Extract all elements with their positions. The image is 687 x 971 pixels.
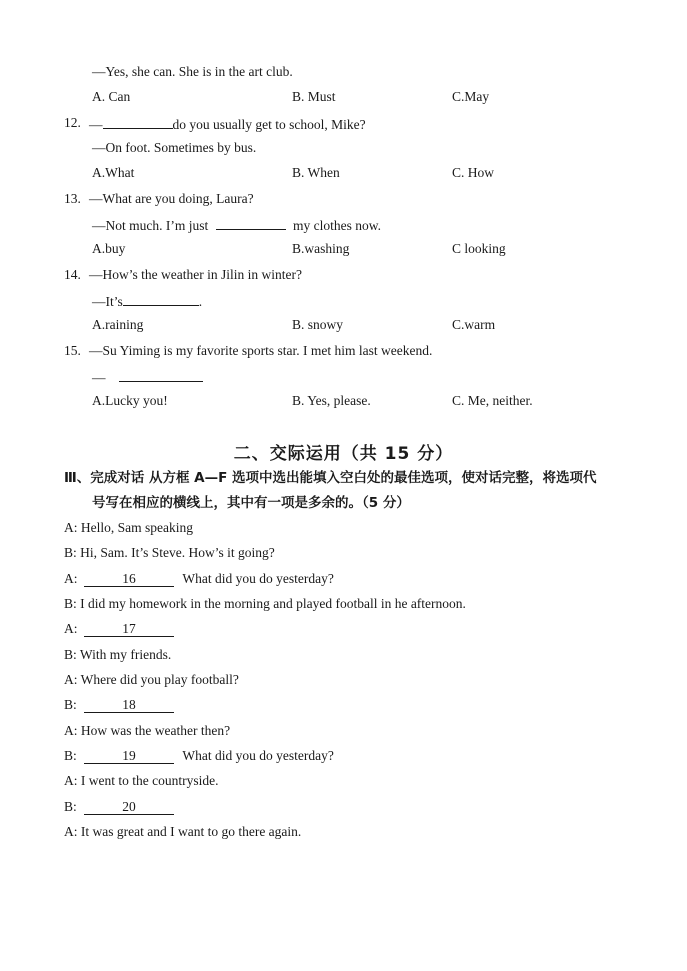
q11-option-b: B. Must — [292, 89, 336, 104]
q12-prompt-dash: — — [89, 117, 103, 132]
q12-prompt — [89, 114, 366, 134]
q13-number: 13. — [64, 191, 81, 206]
q14-answer-post: . — [198, 294, 203, 309]
dialog-speaker: B: — [64, 697, 77, 712]
q15-option-b: B. Yes, please. — [292, 393, 371, 408]
q15-answer-pre: — — [92, 370, 106, 385]
q13-option-c: C looking — [452, 241, 506, 256]
q15-answer-line — [92, 367, 203, 387]
dialog-blank-20[interactable]: 20 — [84, 800, 174, 815]
dialog-line-10 — [64, 747, 334, 765]
dialog-blank-16[interactable]: 16 — [84, 572, 174, 587]
q13-option-a: A.buy — [92, 241, 126, 256]
q15-option-c: C. Me, neither. — [452, 393, 533, 408]
dialog-line-9: A: How was the weather then? — [64, 723, 231, 738]
q12-option-b: B. When — [292, 165, 340, 180]
dialog-line-6: B: With my friends. — [64, 647, 172, 662]
q14-blank[interactable] — [123, 291, 199, 306]
q12-blank[interactable] — [103, 114, 173, 129]
q12-option-a: A.What — [92, 165, 135, 180]
dialog-line-4: B: I did my homework in the morning and played football in he afternoon. — [64, 596, 466, 611]
dialog-line-8 — [64, 696, 174, 714]
dialog-line-3 — [64, 570, 334, 588]
q15-option-a: A.Lucky you! — [92, 393, 168, 408]
q15-number: 15. — [64, 343, 81, 358]
q11-option-c: C.May — [452, 89, 490, 104]
dialog-line-12 — [64, 798, 174, 816]
q13-option-b: B.washing — [292, 241, 350, 256]
q14-option-c: C.warm — [452, 317, 496, 332]
dialog-speaker: A: — [64, 571, 78, 586]
q11-answer-line: —Yes, she can. She is in the art club. — [92, 64, 293, 79]
q14-prompt: —How’s the weather in Jilin in winter? — [89, 267, 302, 282]
dialog-blank-18[interactable]: 18 — [84, 698, 174, 713]
dialog-text: What did you do yesterday? — [182, 571, 334, 586]
section-title: 二、交际运用（共 15 分） — [233, 444, 454, 464]
dialog-blank-17[interactable]: 17 — [84, 622, 174, 637]
q13-prompt: —What are you doing, Laura? — [89, 191, 254, 206]
q15-blank[interactable] — [119, 367, 203, 382]
q14-number: 14. — [64, 267, 81, 282]
q13-answer-line — [92, 215, 381, 235]
dialog-line-7: A: Where did you play football? — [64, 672, 239, 687]
dialog-speaker: A: — [64, 621, 78, 636]
dialog-line-5 — [64, 620, 174, 638]
dialog-text: What did you do yesterday? — [182, 748, 334, 763]
section-instruction-line1: Ⅲ、完成对话 从方框 A—F 选项中选出能填入空白处的最佳选项，使对话完整，将选项代 — [64, 470, 597, 486]
q12-prompt-text: do you usually get to school, Mike? — [172, 117, 366, 132]
q13-blank[interactable] — [216, 215, 286, 230]
dialog-speaker: B: — [64, 748, 77, 763]
q14-answer-line — [92, 291, 202, 311]
q15-prompt: —Su Yiming is my favorite sports star. I met him last weekend. — [89, 343, 433, 358]
q13-answer-post: my clothes now. — [293, 218, 381, 233]
dialog-line-13: A: It was great and I want to go there again. — [64, 824, 302, 839]
dialog-line-11: A: I went to the countryside. — [64, 773, 219, 788]
q13-answer-pre: —Not much. I’m just — [92, 218, 209, 233]
section-instruction-line2: 号写在相应的横线上，其中有一项是多余的。（5 分） — [92, 495, 410, 511]
dialog-line-1: A: Hello, Sam speaking — [64, 520, 193, 535]
dialog-speaker: B: — [64, 799, 77, 814]
q14-option-b: B. snowy — [292, 317, 344, 332]
q12-option-c: C. How — [452, 165, 495, 180]
dialog-line-2: B: Hi, Sam. It’s Steve. How’s it going? — [64, 545, 275, 560]
q14-answer-pre: —It’s — [92, 294, 123, 309]
q11-option-a: A. Can — [92, 89, 131, 104]
q12-answer-line: —On foot. Sometimes by bus. — [92, 140, 257, 155]
dialog-blank-19[interactable]: 19 — [84, 749, 174, 764]
q14-option-a: A.raining — [92, 317, 144, 332]
q12-number: 12. — [64, 115, 81, 130]
